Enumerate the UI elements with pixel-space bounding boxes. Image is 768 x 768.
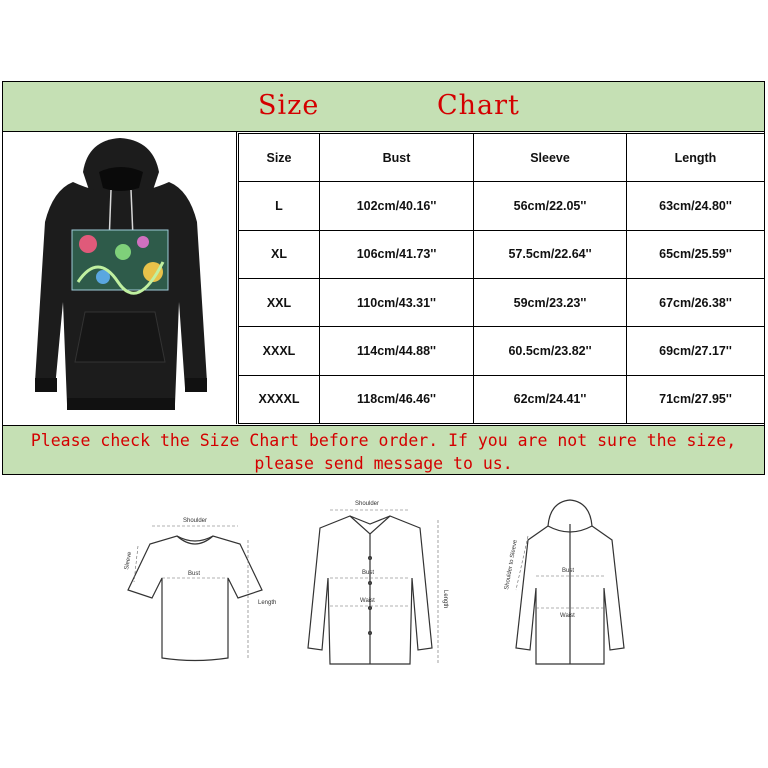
size-table <box>238 133 765 424</box>
tshirt-sleeve-label: Sleeve <box>124 551 134 571</box>
cell-bust: 114cm/44.88'' <box>320 327 474 375</box>
cell-sleeve: 60.5cm/23.82'' <box>474 327 627 375</box>
cell-size: XXXL <box>239 327 320 375</box>
table-row <box>239 278 765 326</box>
shirt-waist-label: Waist <box>360 598 375 604</box>
title-chart: Chart <box>437 90 520 121</box>
tshirt-shoulder-label: Shoulder <box>183 518 208 524</box>
cell-sleeve: 59cm/23.23'' <box>474 278 627 326</box>
cell-bust: 110cm/43.31'' <box>320 278 474 326</box>
header-size: Size <box>239 134 320 182</box>
hoodie-shoulder-sleeve-label: Shoulder to Sleeve <box>504 539 519 591</box>
table-row <box>239 327 765 375</box>
cell-length: 65cm/25.59'' <box>627 230 765 278</box>
header-sleeve: Sleeve <box>474 134 627 182</box>
cell-length: 71cm/27.95'' <box>627 375 765 423</box>
product-image <box>3 132 237 424</box>
notice-line-1: Please check the Size Chart before order. If you are not sure the size, <box>30 431 737 450</box>
title-bar <box>3 82 764 132</box>
header-length: Length <box>627 134 765 182</box>
cell-sleeve: 56cm/22.05'' <box>474 182 627 230</box>
table-row <box>239 230 765 278</box>
hoodie-waist-label: Waist <box>560 613 575 619</box>
notice-line-2: please send message to us. <box>254 454 513 473</box>
cell-length: 67cm/26.38'' <box>627 278 765 326</box>
shirt-length-label: Length <box>442 590 448 609</box>
table-row <box>239 375 765 423</box>
header-bust: Bust <box>320 134 474 182</box>
cell-length: 63cm/24.80'' <box>627 182 765 230</box>
title-size: Size <box>258 90 320 121</box>
cell-size: L <box>239 182 320 230</box>
cell-size: XL <box>239 230 320 278</box>
cell-bust: 118cm/46.46'' <box>320 375 474 423</box>
cell-length: 69cm/27.17'' <box>627 327 765 375</box>
cell-bust: 102cm/40.16'' <box>320 182 474 230</box>
hoodie-bust-label: Bust <box>562 568 575 574</box>
tshirt-bust-label: Bust <box>188 571 201 577</box>
hoodie-photo <box>3 132 236 424</box>
table-header-row <box>239 134 765 182</box>
cell-size: XXL <box>239 278 320 326</box>
cell-sleeve: 62cm/24.41'' <box>474 375 627 423</box>
notice-banner <box>3 425 764 474</box>
shirt-shoulder-label: Shoulder <box>355 501 380 507</box>
cell-size: XXXXL <box>239 375 320 423</box>
tshirt-length-label: Length <box>258 600 277 606</box>
measurement-diagrams <box>0 478 768 698</box>
table-row <box>239 182 765 230</box>
cell-bust: 106cm/41.73'' <box>320 230 474 278</box>
shirt-bust-label: Bust <box>362 570 375 576</box>
cell-sleeve: 57.5cm/22.64'' <box>474 230 627 278</box>
